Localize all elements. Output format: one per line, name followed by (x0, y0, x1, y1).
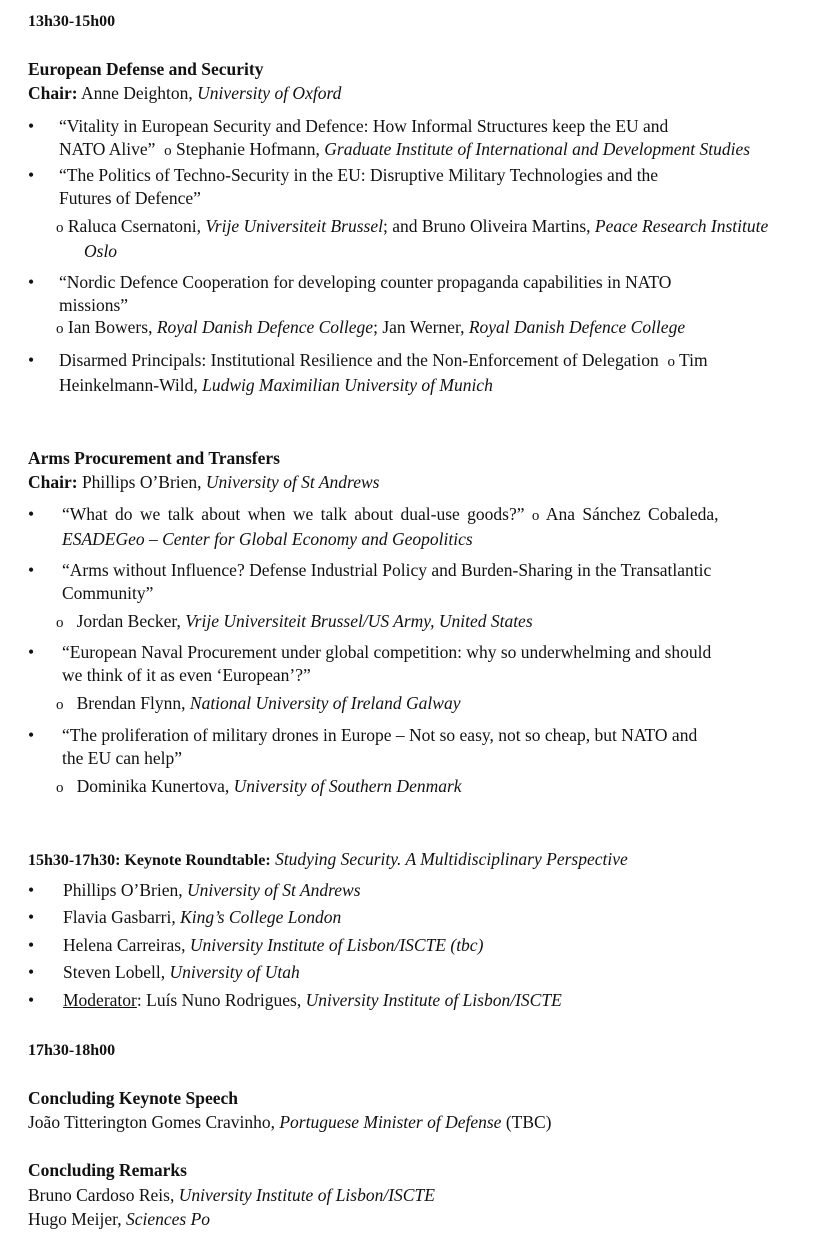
bullet-icon: • (28, 880, 35, 900)
paper-authors: o Ian Bowers, Royal Danish Defence College; Jan Werner, Royal Danish Defence College (56, 317, 686, 337)
paper-authors: o Brendan Flynn, National University of Ireland Galway (56, 693, 461, 713)
bullet-icon: • (28, 642, 35, 662)
bullet-icon: • (28, 272, 35, 292)
sub-bullet-icon: o (56, 615, 64, 631)
paper-item: “The proliferation of military drones in Europe – Not so easy, not so cheap, but NATO and the EU can help” (62, 725, 698, 768)
bullet-icon: • (28, 935, 35, 955)
sub-bullet-icon: o (56, 220, 64, 236)
paper-authors: o Jordan Becker, Vrije Universiteit Brussel/US Army, United States (56, 611, 533, 631)
sub-bullet-icon: o (56, 321, 64, 337)
panel-title: European Defense and Security (28, 59, 264, 79)
roundtable-moderator: Moderator: Luís Nuno Rodrigues, University Institute of Lisbon/ISCTE (63, 990, 562, 1010)
paper-item: “European Naval Procurement under global competition: why so underwhelming and should we think of it as even ‘European’?” (62, 642, 712, 685)
keynote-title: Concluding Keynote Speech (28, 1088, 239, 1108)
paper-item: “The Politics of Techno-Security in the EU: Disruptive Military Technologies and the Futures of Defence” (59, 165, 659, 208)
sub-bullet-icon: o (164, 143, 172, 159)
sub-bullet-icon: o (56, 780, 64, 796)
roundtable-member: Helena Carreiras, University Institute of Lisbon/ISCTE (tbc) (63, 935, 484, 955)
remarks-speaker: Hugo Meijer, Sciences Po (28, 1209, 211, 1229)
roundtable-member: Flavia Gasbarri, King’s College London (63, 907, 342, 927)
panel-title: Arms Procurement and Transfers (28, 448, 280, 468)
remarks-title: Concluding Remarks (28, 1160, 187, 1180)
session-time: 17h30-18h00 (28, 1042, 116, 1059)
bullet-icon: • (28, 560, 35, 580)
sub-bullet-icon: o (531, 508, 540, 524)
panel-chair: Chair: Phillips O’Brien, University of St Andrews (28, 472, 380, 492)
bullet-icon: • (28, 907, 35, 927)
remarks-speaker: Bruno Cardoso Reis, University Institute of Lisbon/ISCTE (28, 1185, 435, 1205)
bullet-icon: • (28, 350, 35, 370)
bullet-icon: • (28, 725, 35, 745)
keynote-speaker: João Titterington Gomes Cravinho, Portuguese Minister of Defense (TBC) (28, 1112, 552, 1132)
paper-item: “What do we talk about when we talk about dual-use goods?” o Ana Sánchez Cobaleda, ESADEGeo – Center for Global Economy and Geopolitics (62, 504, 719, 549)
session-time: 13h30-15h00 (28, 13, 116, 30)
bullet-icon: • (28, 165, 35, 185)
bullet-icon: • (28, 990, 35, 1010)
roundtable-member: Steven Lobell, University of Utah (63, 962, 300, 982)
roundtable-member: Phillips O’Brien, University of St Andrews (63, 880, 361, 900)
paper-authors: o Raluca Csernatoni, Vrije Universiteit Brussel; and Bruno Oliveira Martins, Peace Research Institute Oslo (56, 216, 769, 261)
bullet-icon: • (28, 962, 35, 982)
panel-chair: Chair: Anne Deighton, University of Oxford (28, 83, 342, 103)
bullet-icon: • (28, 116, 35, 136)
roundtable-heading: 15h30-17h30: Keynote Roundtable: Studying Security. A Multidisciplinary Perspective (28, 849, 628, 869)
paper-item: “Arms without Influence? Defense Industrial Policy and Burden-Sharing in the Transatlantic Community” (62, 560, 712, 603)
sub-bullet-icon: o (667, 354, 675, 370)
paper-item: Disarmed Principals: Institutional Resilience and the Non-Enforcement of Delegation o Tim Heinkelmann-Wild, Ludwig Maximilian University of Munich (59, 350, 708, 395)
paper-item: “Vitality in European Security and Defence: How Informal Structures keep the EU and NATO Alive” o Stephanie Hofmann, Graduate Institute of International and Development Studies (59, 116, 751, 159)
paper-item: “Nordic Defence Cooperation for developing counter propaganda capabilities in NATO missions” (59, 272, 672, 315)
bullet-icon: • (28, 504, 35, 524)
paper-authors: o Dominika Kunertova, University of Southern Denmark (56, 776, 462, 796)
sub-bullet-icon: o (56, 697, 64, 713)
